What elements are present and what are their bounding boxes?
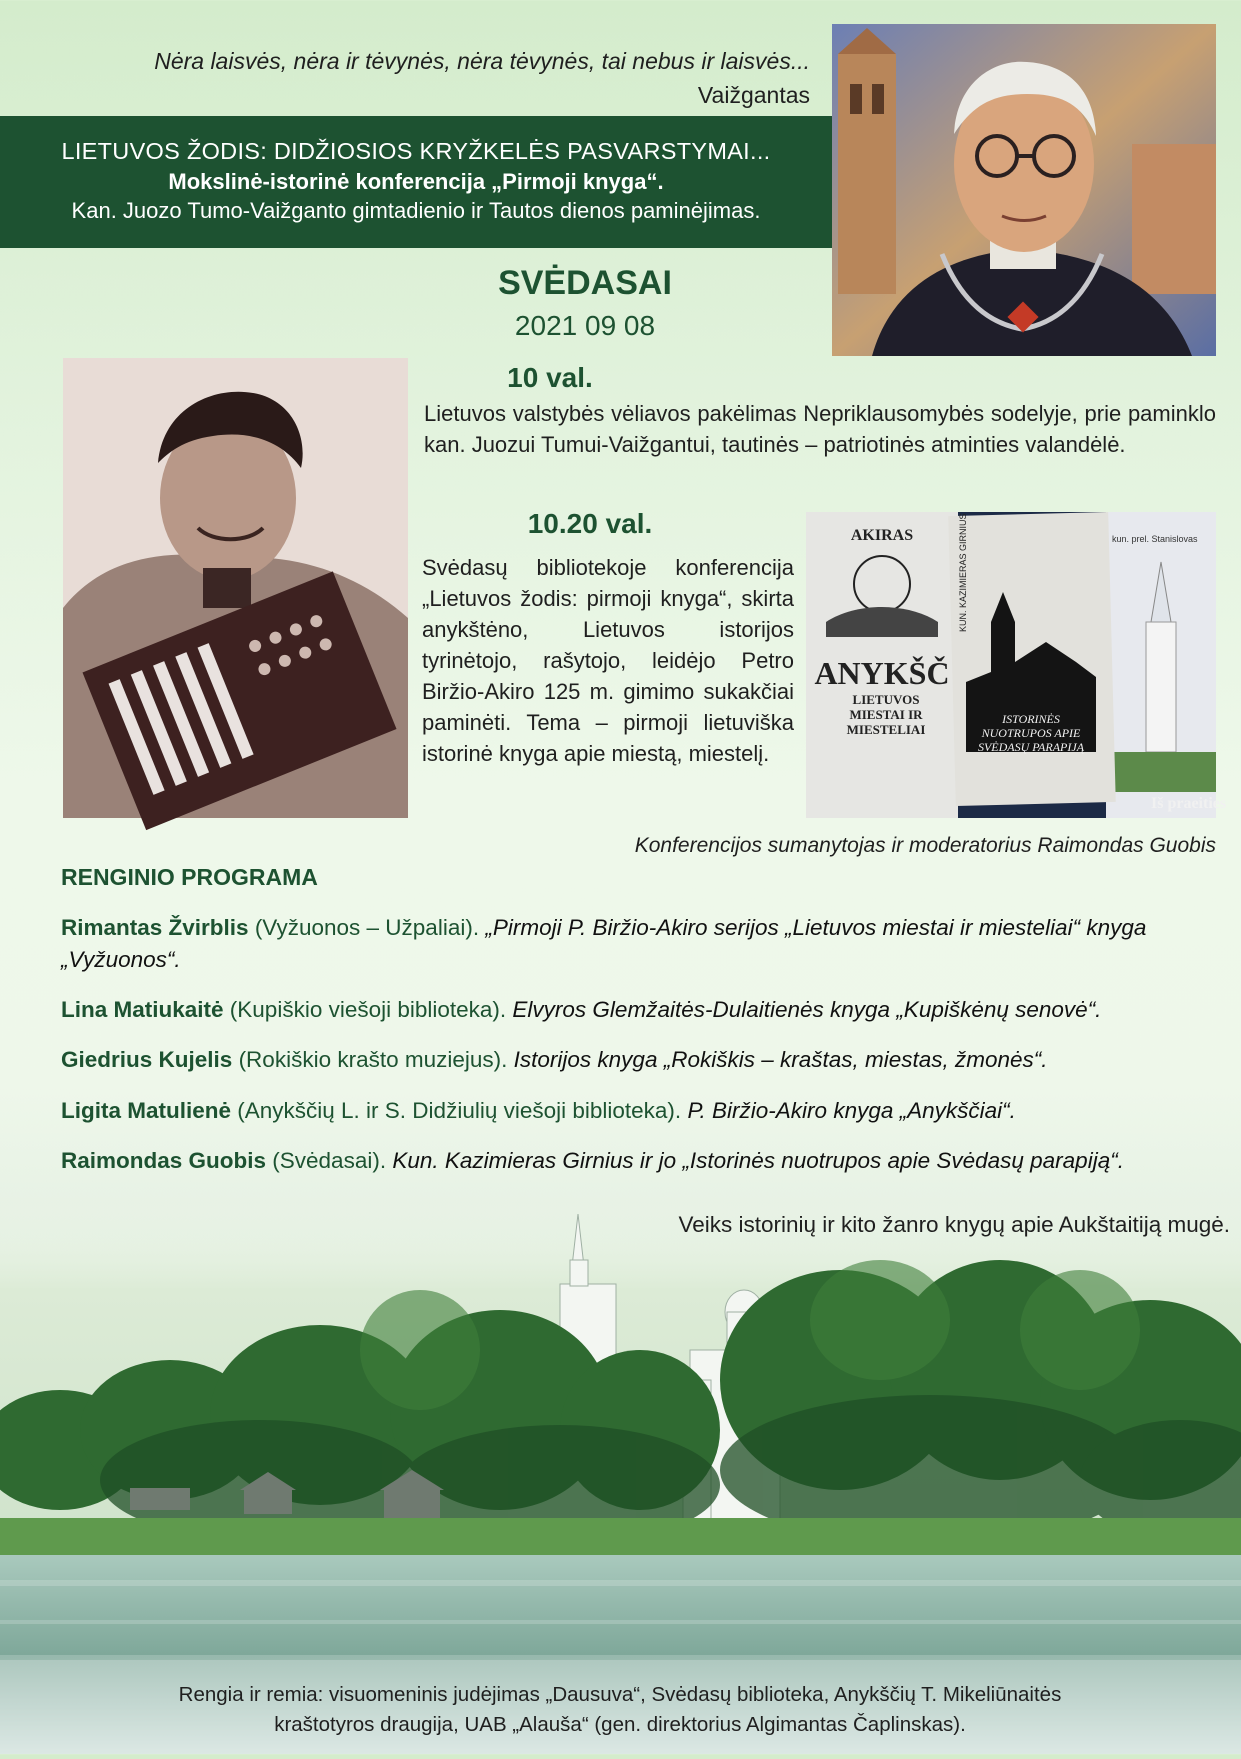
schedule-text-1: Lietuvos valstybės vėliavos pakėlimas Nepriklausomybės sodelyje, prie paminklo kan. Juozui Tumui-Vaižgantui, tautinės – patriotinės atminties valandėlė. xyxy=(424,401,1216,457)
program-item xyxy=(61,1044,1221,1076)
speaker-name: Lina Matiukaitė xyxy=(61,997,224,1022)
speaker-name: Raimondas Guobis xyxy=(61,1148,267,1173)
talk-title: „Pirmoji P. Biržio-Akiro serijos „Lietuvos miestai ir miesteliai“ knyga „Vyžuonos“. xyxy=(61,915,1147,972)
talk-title: Istorijos knyga „Rokiškis – kraštas, miestas, žmonės“. xyxy=(513,1047,1048,1072)
book1-sub: LIETUVOS MIESTAI IR MIESTELIAI xyxy=(846,692,926,737)
books-photo xyxy=(806,512,1227,818)
book-fair-note: Veiks istorinių ir kito žanro knygų apie Aukštaitiją mugė. xyxy=(678,1212,1230,1237)
banner-commemoration: Kan. Juozo Tumo-Vaižganto gimtadienio ir Tautos dienos paminėjimas. xyxy=(71,198,761,223)
schedule-time-2: 10.20 val. xyxy=(527,508,653,539)
program-item xyxy=(61,1095,1221,1127)
program-item xyxy=(61,1145,1221,1177)
book2-author: KUN. KAZIMIERAS GIRNIUS xyxy=(958,513,968,632)
organizers-line-1: Rengia ir remia: visuomeninis judėjimas „Dausuva“, Svėdasų biblioteka, Anykščių T. Mikeliūnaitės xyxy=(178,1683,1062,1706)
speaker-name: Giedrius Kujelis xyxy=(61,1047,233,1072)
speaker-institution: (Svėdasai). xyxy=(266,1148,393,1173)
title-banner xyxy=(0,116,832,248)
accordion-player-photo xyxy=(63,358,408,818)
moderator-note: Konferencijos sumanytojas ir moderatorius Raimondas Guobis xyxy=(634,834,1216,857)
talk-title: P. Biržio-Akiro knyga „Anykščiai“. xyxy=(687,1098,1016,1123)
speaker-name: Rimantas Žvirblis xyxy=(61,915,249,940)
landscape-photo xyxy=(0,1200,1241,1754)
program-item xyxy=(61,912,1221,976)
motto xyxy=(40,44,810,112)
book1-top: AKIRAS xyxy=(850,527,914,544)
organizers-footer xyxy=(80,1680,1160,1740)
book3-title: Iš praeities xyxy=(1151,795,1227,812)
vaizgantas-portrait xyxy=(832,24,1216,356)
book1-title: ANYKŠČ xyxy=(814,655,950,691)
talk-title: Elvyros Glemžaitės-Dulaitienės knyga „Kupiškėnų senovė“. xyxy=(512,997,1102,1022)
banner-conference: Mokslinė-istorinė konferencija „Pirmoji knyga“. xyxy=(168,169,664,194)
speaker-name: Ligita Matulienė xyxy=(61,1098,232,1123)
motto-author: Vaižgantas xyxy=(697,82,810,108)
schedule-text-2: Svėdasų bibliotekoje konferencija „Lietuvos žodis: pirmoji knyga“, skirta anykštėno, Lietuvos istorijos tyrinėtojo, rašytojo, leidėjo Petro Biržio-Akiro 125 m. gimimo sukakčiai paminėti. Tema – pirmoji lietuviška istorinė knyga apie miestą, miestelį. xyxy=(422,555,794,766)
speaker-institution: (Anykščių L. ir S. Didžiulių viešoji biblioteka). xyxy=(231,1098,688,1123)
program-title: RENGINIO PROGRAMA xyxy=(61,864,318,890)
schedule-time-1: 10 val. xyxy=(507,362,593,393)
program-item xyxy=(61,994,1221,1026)
event-place: SVĖDASAI xyxy=(498,264,672,302)
motto-quote: Nėra laisvės, nėra ir tėvynės, nėra tėvynės, tai nebus ir laisvės... xyxy=(154,48,810,74)
banner-headline: LIETUVOS ŽODIS: DIDŽIOSIOS KRYŽKELĖS PASVARSTYMAI... xyxy=(61,138,771,164)
speaker-institution: (Kupiškio viešoji biblioteka). xyxy=(223,997,513,1022)
speaker-institution: (Rokiškio krašto muziejus). xyxy=(232,1047,514,1072)
book3-author: kun. prel. Stanislovas xyxy=(1112,534,1198,544)
talk-title: Kun. Kazimieras Girnius ir jo „Istorinės nuotrupos apie Svėdasų parapiją“. xyxy=(392,1148,1124,1173)
organizers-line-2: kraštotyros draugija, UAB „Alauša“ (gen. direktorius Algimantas Čaplinskas). xyxy=(274,1713,966,1736)
book2-title: ISTORINĖS NUOTRUPOS APIE SVĖDASŲ PARAPIJĄ xyxy=(977,712,1085,754)
event-date: 2021 09 08 xyxy=(514,310,656,341)
speaker-institution: (Vyžuonos – Užpaliai). xyxy=(248,915,486,940)
